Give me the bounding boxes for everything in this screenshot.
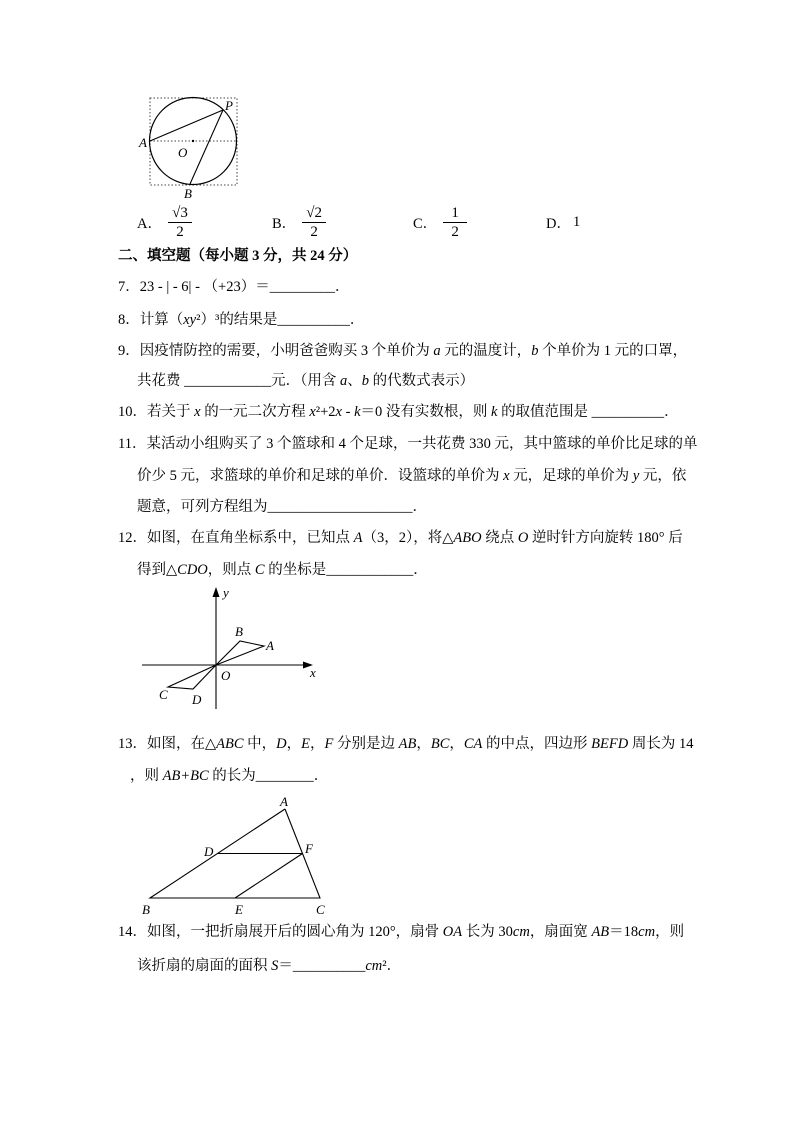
question-11-line-2 (137, 466, 686, 486)
fraction-denominator: 2 (168, 222, 192, 240)
text-run: ， (310, 736, 325, 752)
text-run: ， (449, 736, 464, 752)
math-variable: OA (442, 924, 463, 940)
math-variable: k (491, 404, 498, 420)
text-run: 元，依 (639, 468, 687, 484)
text-run: 9．因疫情防控的需要，小明爸爸购买 3 个单价为 (118, 343, 434, 359)
fraction-denominator: 2 (443, 222, 467, 240)
question-11-line-1 (118, 434, 697, 454)
label-y: y (223, 585, 229, 600)
text-run: 11．某活动小组购买了 3 个篮球和 4 个足球，一共花费 330 元，其中篮球的单价比足球的单 (118, 436, 698, 452)
circle-figure (130, 88, 250, 203)
math-variable: cm (638, 924, 656, 940)
text-run: 周长为 14 (628, 736, 694, 752)
math-variable: ABC (216, 736, 244, 752)
math-variable: a (433, 343, 441, 359)
label-a: A (280, 794, 288, 809)
label-c: C (159, 687, 168, 702)
chord-pb (190, 110, 223, 184)
triangle-cdo (168, 665, 216, 689)
math-variable: b (531, 343, 539, 359)
text-run: 共花费 ____________元．（用含 (137, 373, 340, 389)
fraction-numerator: √3 (172, 204, 188, 221)
math-variable: C (254, 562, 265, 578)
math-variable: D (276, 736, 287, 752)
text-run: 的代数式表示） (369, 373, 475, 389)
label-d: D (192, 692, 202, 707)
text-run: 绕点 (481, 530, 518, 546)
text-run: ，则 (130, 768, 163, 784)
text-run: 7．23 - | - 6| - （+23）＝_________． (118, 279, 350, 295)
text-run: 14．如图，一把折扇展开后的圆心角为 120°，扇骨 (118, 924, 443, 940)
math-variable: b (361, 373, 369, 389)
label-b: B (184, 186, 192, 201)
text-run: 长为 30 (462, 924, 513, 940)
label-f: F (305, 841, 313, 856)
text-run: 个单价为 1 元的口罩， (538, 343, 688, 359)
text-run: 的取值范围是 __________． (497, 404, 679, 420)
math-variable: CDO (177, 562, 208, 578)
math-variable: F (324, 736, 334, 752)
question-12-line-1 (118, 528, 683, 548)
option-a[interactable] (137, 203, 192, 241)
math-variable: a (340, 373, 348, 389)
math-variable: y (632, 468, 640, 484)
text-run: ＝0 没有实数根，则 (360, 404, 491, 420)
math-variable: AB (591, 924, 610, 940)
label-x: x (310, 665, 316, 680)
math-variable: S (271, 958, 279, 974)
option-c[interactable] (413, 203, 467, 241)
text-run: 元的温度计， (440, 343, 532, 359)
question-13-line-2 (130, 766, 328, 786)
question-9-line-1 (118, 341, 687, 361)
label-o: O (221, 668, 231, 683)
label-o: O (178, 145, 188, 160)
question-13-line-1 (118, 734, 693, 754)
fraction-numerator: √2 (306, 204, 323, 221)
math-variable: xy (183, 312, 197, 328)
math-variable: cm (365, 958, 383, 974)
fraction-numerator: 1 (451, 204, 459, 221)
math-variable: CA (463, 736, 483, 752)
fraction (443, 205, 467, 240)
text-run: ，扇面宽 (529, 924, 592, 940)
question-14-line-1 (118, 922, 684, 942)
center-point (192, 140, 194, 142)
option-letter: A． (137, 215, 162, 232)
text-run: 的长为________． (208, 768, 329, 784)
text-run: 分别是边 (333, 736, 399, 752)
text-run: 该折扇的扇面的面积 (137, 958, 272, 974)
question-8-line-1 (118, 310, 364, 330)
text-run: ，则 (655, 924, 685, 940)
question-10-line-1 (118, 402, 679, 422)
text-run: 得到△ (137, 562, 178, 578)
triangle-figure (135, 792, 335, 918)
option-value: 1 (572, 213, 581, 230)
text-run: 10．若关于 (118, 404, 195, 420)
math-variable: x (309, 404, 316, 420)
text-run: - (341, 404, 355, 420)
text-run: ， (286, 736, 302, 752)
option-letter: D． (546, 215, 571, 232)
option-b[interactable] (272, 203, 326, 241)
text-run: ＝__________ (278, 958, 366, 974)
option-letter: B． (272, 215, 297, 232)
text-run: 12．如图，在直角坐标系中，已知点 (118, 530, 354, 546)
question-11-line-3 (137, 497, 427, 517)
math-variable: A (353, 530, 363, 546)
text-run: 的中点，四边形 (482, 736, 592, 752)
text-run: 的一元二次方程 (200, 404, 310, 420)
label-a: A (139, 135, 147, 150)
math-variable: E (301, 736, 311, 752)
text-run: 、 (347, 373, 362, 389)
label-p: P (225, 98, 233, 113)
text-run: ＝18 (609, 924, 639, 940)
question-14-line-2 (137, 956, 401, 976)
text-run: ²）³的结果是__________． (196, 312, 365, 328)
text-run: ， (416, 736, 431, 752)
text-run: ，则点 (207, 562, 255, 578)
text-run: 8．计算（ (118, 312, 184, 328)
label-d: D (204, 844, 214, 859)
math-variable: cm (512, 924, 530, 940)
label-b: B (235, 624, 243, 639)
text-run: 逆时针方向旋转 180° 后 (528, 530, 683, 546)
label-b: B (142, 902, 150, 917)
option-d[interactable] (546, 203, 580, 241)
text-run: （3，2），将△ (362, 530, 454, 546)
label-e: E (235, 902, 243, 917)
fraction-denominator: 2 (302, 222, 326, 240)
text-run: 题意，可列方程组为____________________． (137, 499, 427, 515)
segment-fe (235, 854, 303, 899)
fraction (168, 205, 192, 240)
coordinate-figure (135, 582, 325, 712)
math-variable: BEFD (591, 736, 629, 752)
y-axis-arrow (213, 587, 220, 597)
question-12-line-2 (137, 560, 428, 580)
text-run: 中， (243, 736, 277, 752)
math-variable: x (335, 404, 342, 420)
math-variable: x (503, 468, 510, 484)
section-title: 二、填空题（每小题 3 分，共 24 分） (118, 248, 358, 264)
chord-ap (150, 110, 223, 141)
math-variable: x (194, 404, 201, 420)
question-7-line-1 (118, 277, 349, 297)
text-run: 价少 5 元，求篮球的单价和足球的单价．设篮球的单价为 (137, 468, 504, 484)
text-run: 元，足球的单价为 (509, 468, 633, 484)
math-variable: BC (430, 736, 450, 752)
fraction (302, 205, 326, 240)
math-variable: AB (398, 736, 417, 752)
text-run: 13．如图，在△ (118, 736, 217, 752)
text-run: 的坐标是____________． (264, 562, 428, 578)
option-letter: C． (413, 215, 438, 232)
math-variable: AB+BC (162, 768, 209, 784)
text-run: ²． (382, 958, 402, 974)
text-run: ²+2 (315, 404, 336, 420)
math-variable: ABO (453, 530, 482, 546)
math-variable: O (517, 530, 529, 546)
label-c: C (316, 902, 325, 917)
triangle-abo (216, 641, 264, 665)
label-a: A (266, 638, 274, 653)
question-9-line-2 (137, 371, 474, 391)
math-variable: k (354, 404, 361, 420)
